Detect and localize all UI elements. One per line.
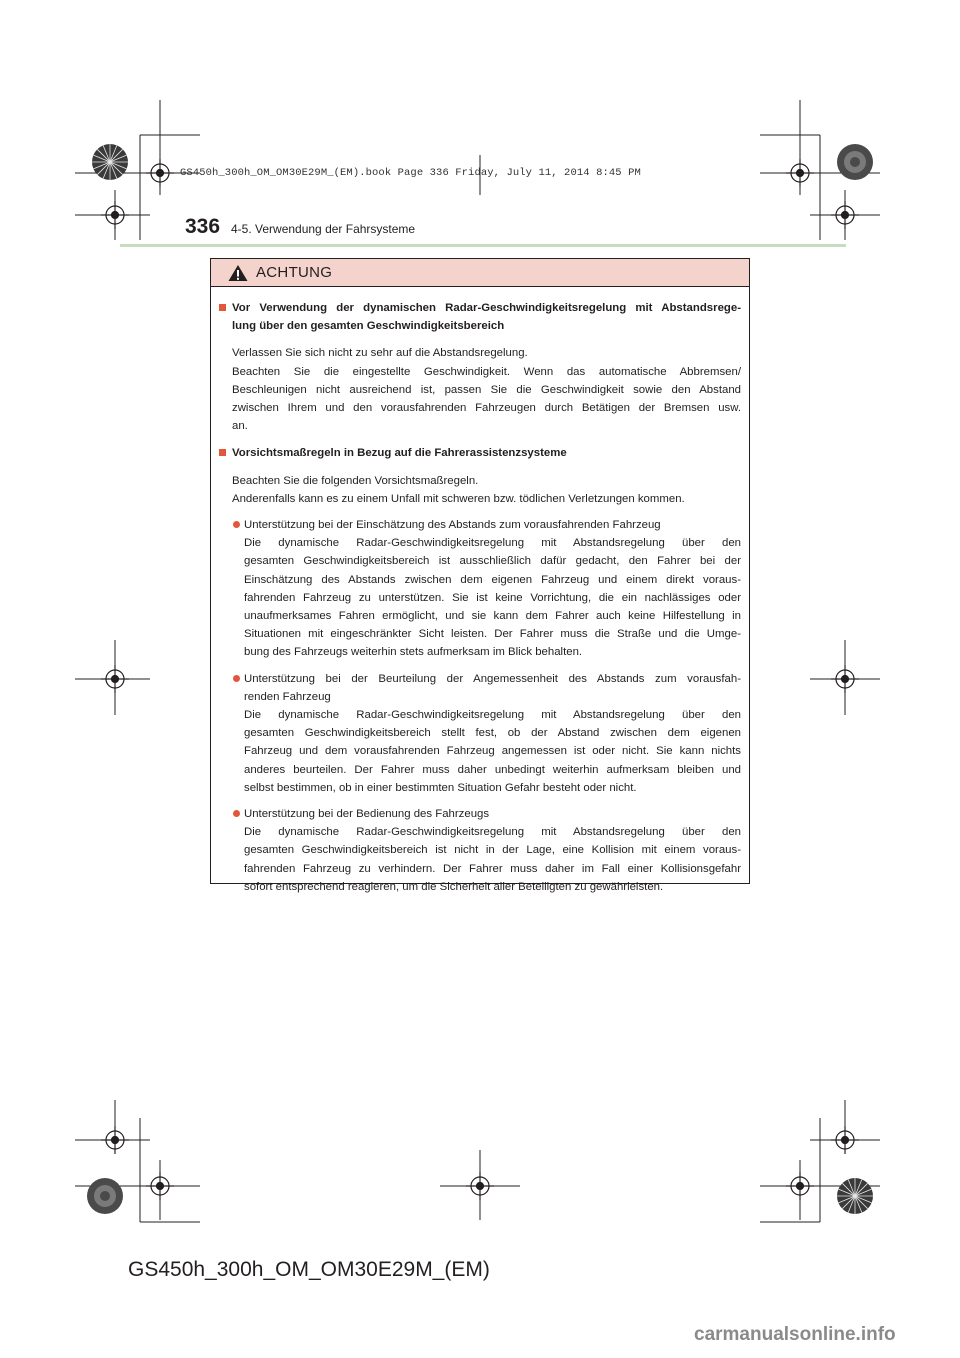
bullet-line: unaufmerksames Fahren ermöglicht, und sie kann dem Fahrer auch keine Hilfestellung in — [244, 610, 741, 623]
round-bullet-icon — [233, 810, 240, 817]
caution-header — [211, 259, 749, 287]
bullet-line: gesamten Geschwindigkeitsbereich stellt fest, ob der Abstand zwischen dem eigenen — [244, 727, 741, 740]
bullet-line: Unterstützung bei der Bedienung des Fahrzeugs — [244, 808, 490, 821]
bullet-line: Situationen mit eingeschränkter Sicht leisten. Der Fahrer muss die Straße und die Umge- — [244, 628, 741, 641]
bullet-line: renden Fahrzeug — [244, 690, 331, 703]
bullet-line: gesamten Geschwindigkeitsbereich ist nicht in der Lage, eine Kollision mit einem voraus- — [244, 844, 741, 857]
bullet-line: sofort entsprechend reagieren, um die Sicherheit aller Beteiligten zu gewährleisten. — [244, 880, 664, 893]
bullet-line: Die dynamische Radar-Geschwindigkeitsregelung mit Abstandsregelung über den — [244, 709, 741, 722]
bullet-item — [219, 805, 741, 896]
heading-line: Vor Verwendung der dynamischen Radar-Geschwindigkeitsregelung mit Abstandsrege- — [232, 302, 741, 314]
section-paragraph — [219, 472, 741, 508]
bullet-line: Einschätzung des Abstands zwischen dem eigenen Fahrzeug und einem direkt voraus- — [244, 573, 741, 586]
bullet-line: Fahrzeug und dem vorausfahrenden Fahrzeug angemessen ist oder nicht. Sie kann nichts — [244, 745, 741, 758]
bullet-line: bung des Fahrzeugs weiterhin stets aufmerksam im Blick behalten. — [244, 646, 583, 659]
para-line: Verlassen Sie sich nicht zu sehr auf die Abstandsregelung. — [232, 347, 528, 360]
bullet-line: selbst bestimmen, ob in einer bestimmten Situation Gefahr besteht oder nicht. — [244, 781, 637, 794]
watermark-link[interactable]: carmanualsonline.info — [694, 1324, 896, 1345]
bullet-line: Die dynamische Radar-Geschwindigkeitsregelung mit Abstandsregelung über den — [244, 537, 741, 550]
para-line: zwischen Ihrem und den vorausfahrenden Fahrzeugen durch Betätigen der Bremsen usw. — [232, 402, 741, 415]
heading-line: lung über den gesamten Geschwindigkeitsbereich — [232, 320, 505, 333]
section-heading — [219, 299, 741, 335]
section-heading — [219, 444, 741, 462]
para-line: Beachten Sie die eingestellte Geschwindigkeit. Wenn das automatische Abbremsen/ — [232, 365, 741, 378]
bullet-line: Unterstützung bei der Beurteilung der Angemessenheit des Abstands zum vorausfah- — [244, 672, 741, 685]
warning-triangle-icon — [228, 264, 248, 282]
bullet-line: fahrenden Fahrzeug zu unterstützen. Sie ist keine Vorrichtung, die ein nachlässiges oder — [244, 591, 741, 604]
heading-line: Vorsichtsmaßregeln in Bezug auf die Fahrerassistenzsysteme — [232, 447, 567, 460]
para-line: Beachten Sie die folgenden Vorsichtsmaßregeln. — [232, 474, 479, 487]
print-info-line: GS450h_300h_OM_OM30E29M_(EM).book Page 336 Friday, July 11, 2014 8:45 PM — [180, 167, 641, 179]
bullet-item — [219, 670, 741, 797]
header-rule — [120, 244, 846, 247]
caution-content — [211, 287, 749, 896]
bullet-item — [219, 516, 741, 662]
bullet-line: anderes beurteilen. Der Fahrer muss daher unbedingt weiterhin aufmerksam bleiben und — [244, 763, 741, 776]
bullet-line: gesamten Geschwindigkeitsbereich ist ausschließlich dafür gedacht, den Fahrer bei der — [244, 555, 741, 568]
round-bullet-icon — [233, 521, 240, 528]
para-line: Beschleunigen nicht ausreichend ist, passen Sie die Geschwindigkeit sowie den Abstand — [232, 383, 741, 396]
section-title: 4-5. Verwendung der Fahrsysteme — [231, 222, 416, 236]
square-bullet-icon — [219, 304, 226, 311]
bullet-line: Die dynamische Radar-Geschwindigkeitsregelung mit Abstandsregelung über den — [244, 826, 741, 839]
bullet-line: fahrenden Fahrzeug zu verhindern. Der Fahrer muss daher im Fall einer Kollisionsgefahr — [244, 862, 741, 875]
caution-box — [210, 258, 750, 893]
bullet-line: Unterstützung bei der Einschätzung des Abstands zum vorausfahrenden Fahrzeug — [244, 519, 661, 532]
section-paragraph — [219, 344, 741, 435]
para-line: Anderenfalls kann es zu einem Unfall mit schweren bzw. tödlichen Verletzungen kommen. — [232, 492, 685, 505]
caution-title: ACHTUNG — [256, 264, 333, 281]
round-bullet-icon — [233, 675, 240, 682]
para-line: an. — [232, 420, 248, 433]
page-number: 336 — [185, 215, 221, 238]
square-bullet-icon — [219, 449, 226, 456]
manual-code-footer: GS450h_300h_OM_OM30E29M_(EM) — [128, 1258, 490, 1281]
